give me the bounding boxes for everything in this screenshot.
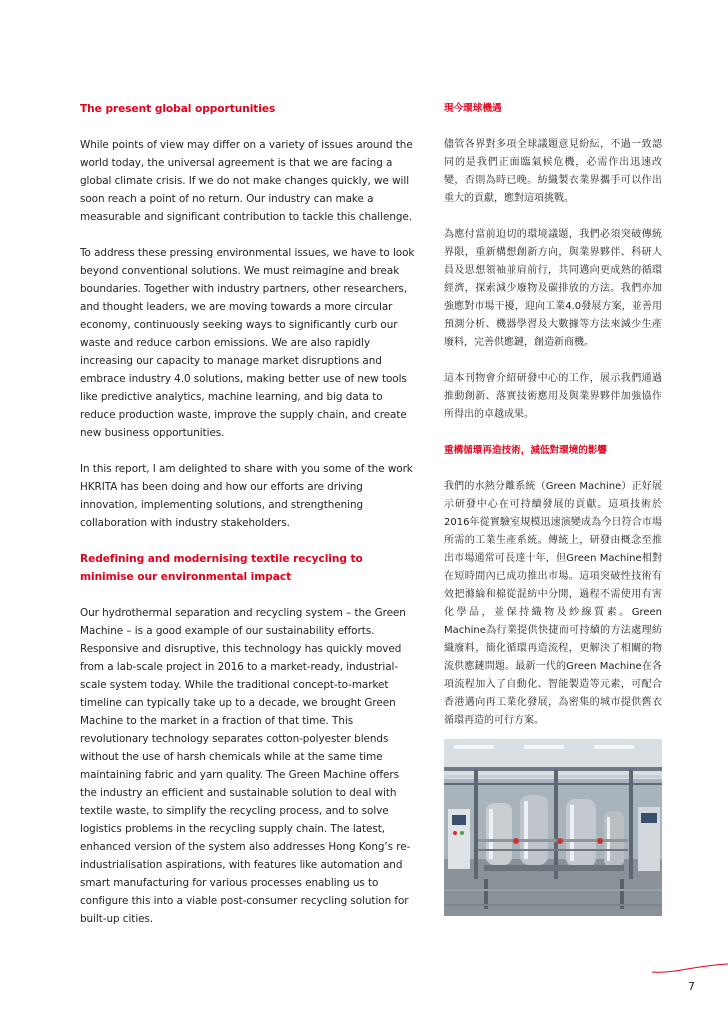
- page-number: 7: [688, 980, 695, 993]
- paragraph-climate-crisis-zh: 儘管各界對多項全球議題意見紛紜，不過一致認同的是我們正面臨氣候危機，必需作出迅速改變，否則為時已晚。紡織製衣業界攜手可以作出重大的貢獻，應對這項挑戰。: [444, 139, 662, 204]
- paragraph-circular-economy-en: To address these pressing environmental issues, we have to look beyond conventional solutions. We must reimagine and break boundaries. Together with industry partners, other researchers, and thought leaders, we are moving towards a more circular economy, continuously seeking ways to significantly curb our waste and reduce carbon emissions. We are also rapidly increasing our capacity to manage market disruptions and embrace industry 4.0 solutions, making better use of new tools like predictive analytics, machine learning, and big data to reduce production waste, improve the supply chain, and create new business opportunities.: [80, 247, 415, 439]
- paragraph-report-intro-en: In this report, I am delighted to share with you some of the work HKRITA has been doing and how our efforts are driving innovation, implementing solutions, and strengthening collaboration with industry stakeholders.: [80, 463, 413, 529]
- section-heading-textile-recycling-en: Redefining and modernising textile recycling to minimise our environmental impact: [80, 553, 363, 583]
- section-heading-global-opportunities-zh: 現今環球機遇: [444, 103, 502, 114]
- factory-equipment-illustration: [444, 739, 662, 916]
- section-heading-global-opportunities-en: The present global opportunities: [80, 103, 276, 115]
- chinese-column: [444, 100, 662, 748]
- english-column: [80, 100, 415, 946]
- paragraph-green-machine-zh: 我們的水熱分離系統（Green Machine）正好展示研發中心在可持續發展的貢獻。這項技術於2016年從實驗室規模迅速演變成為今日符合市場所需的工業生產系統。傳統上，研發由概念至推出市場通常可長達十年，但Green Machine相對在短時間內已成功推出市場。這項突破性技術有效把滌綸和棉從混紡中分開，過程不需使用有害化學品，並保持織物及紗線質素。Green Machine為行業提供快捷而可持續的方法處理紡織廢料，簡化循環再造流程，更解決了相關的物流供應鏈問題。最新一代的Green Machine在各項流程加入了自動化、智能製造等元素，可配合香港邁向再工業化發展，為密集的城市提供舊衣循環再造的可行方案。: [444, 481, 662, 726]
- footer-curve-decoration: [652, 962, 728, 976]
- paragraph-report-intro-zh: 這本刊物會介紹研發中心的工作，展示我們通過推動創新、落實技術應用及與業界夥伴加強協作所得出的卓越成果。: [444, 373, 662, 420]
- section-heading-textile-recycling-zh: 重構循環再造技術，減低對環境的影響: [444, 445, 608, 456]
- green-machine-photo: [444, 739, 662, 916]
- paragraph-climate-crisis-en: While points of view may differ on a variety of issues around the world today, the universal agreement is that we are facing a global climate crisis. If we do not make changes quickly, we will soon reach a point of no return. Our industry can make a measurable and significant contribution to tackle this challenge.: [80, 139, 413, 223]
- paragraph-circular-economy-zh: 為應付當前迫切的環境議題，我們必須突破傳統界限，重新構想創新方向，與業界夥伴、科研人員及思想領袖並肩前行，共同邁向更成熟的循環經濟，探索減少廢物及碳排放的方法。我們亦加強應對市場干擾，迎向工業4.0發展方案，並善用預測分析、機器學習及大數據等方法來減少生產廢料，完善供應鏈，創造新商機。: [444, 229, 662, 348]
- paragraph-green-machine-en: Our hydrothermal separation and recycling system – the Green Machine – is a good example of our sustainability efforts. Responsive and disruptive, this technology has quickly moved from a lab-scale project in 2016 to a market-ready, industrial-scale system today. While the traditional concept-to-market timeline can typically take up to a decade, we brought Green Machine to the market in a fraction of that time. This revolutionary technology separates cotton-polyester blends without the use of harsh chemicals while at the same time maintaining fabric and yarn quality. The Green Machine offers the industry an efficient and sustainable solution to deal with textile waste, to simplify the recycling process, and to solve logistics problems in the recycling supply chain. The latest, enhanced version of the system also addresses Hong Kong’s re-industrialisation aspirations, with features like automation and smart manufacturing for various processes enabling us to configure this into a viable post-consumer recycling solution for built-up cities.: [80, 607, 411, 925]
